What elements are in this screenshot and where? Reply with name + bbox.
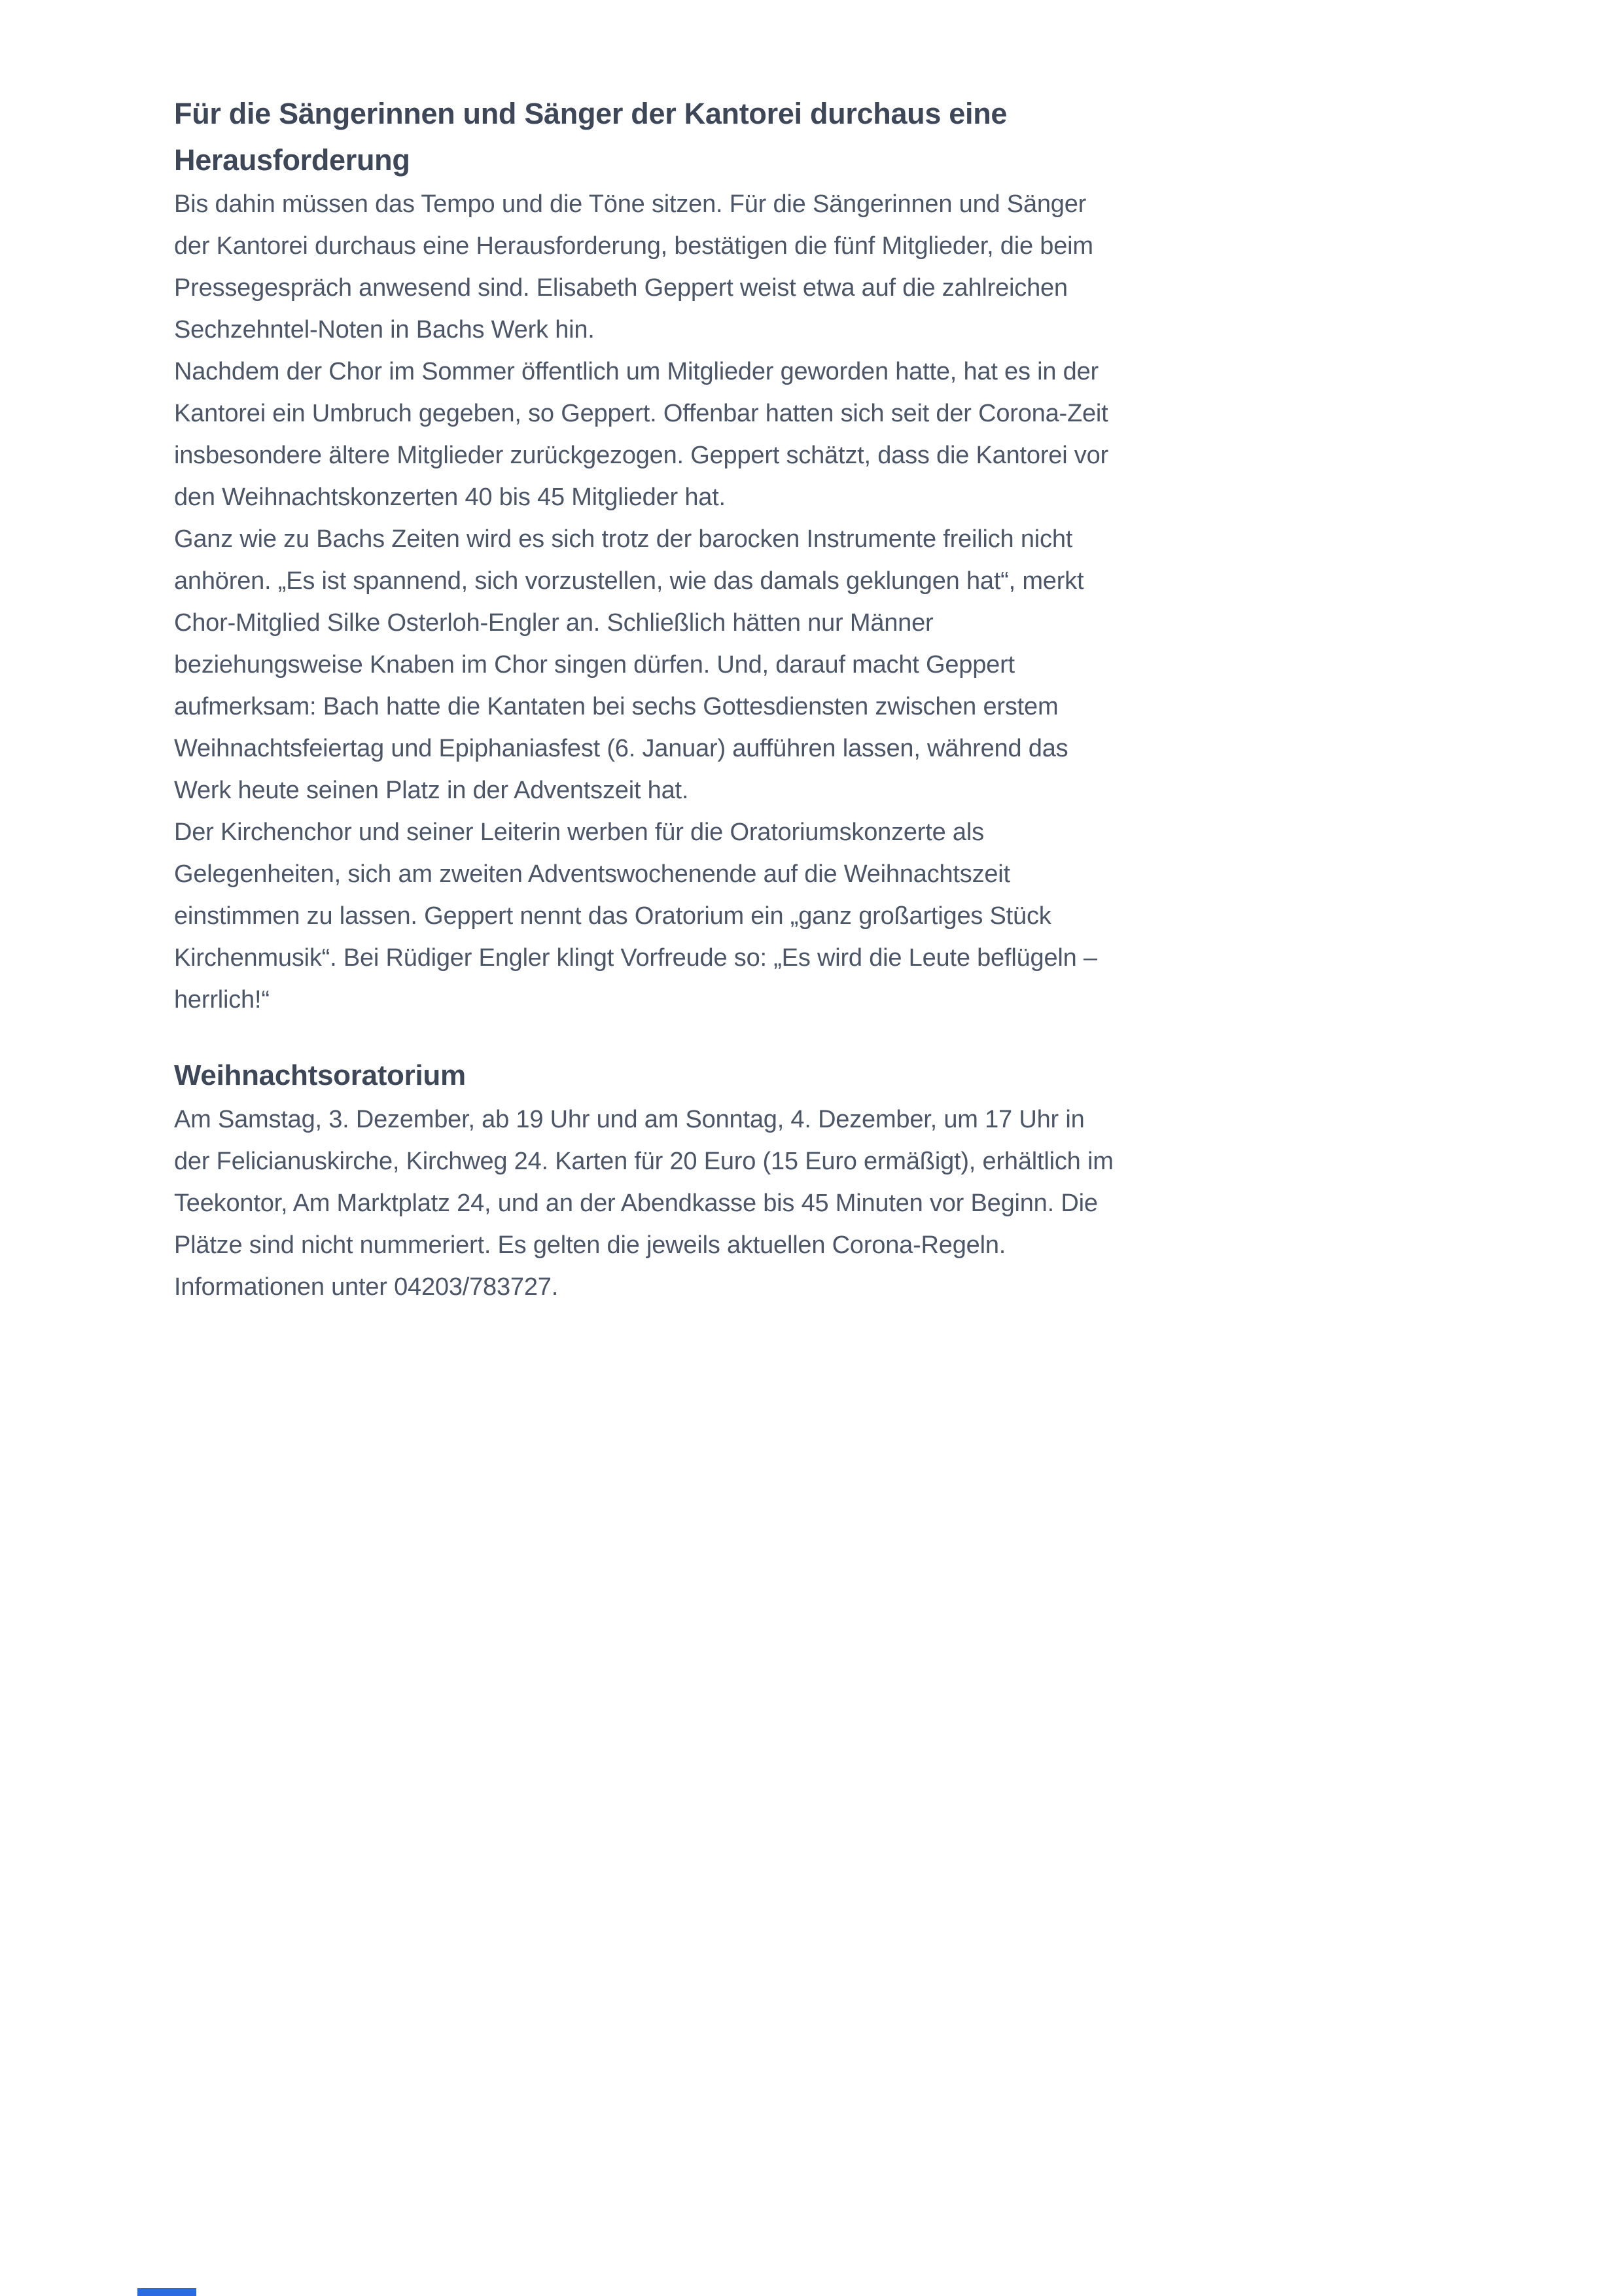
article-paragraph-4: Der Kirchenchor und seiner Leiterin werben für die Oratoriumskonzerte als Gelegenheiten, sich am zweiten Adventswochenende auf die Weihnachtszeit einstimmen zu lassen. Geppert nennt das Oratorium ein „ganz großartiges Stück Kirchenmusik“. Bei Rüdiger Engler klingt Vorfreude so: „Es wird die Leute beflügeln – herrlich!“ [174, 819, 1097, 1014]
section-heading-weihnachtsoratorium: Weihnachtsoratorium [174, 1059, 466, 1091]
article-paragraph-info: Am Samstag, 3. Dezember, ab 19 Uhr und am Sonntag, 4. Dezember, um 17 Uhr in der Felicianuskirche, Kirchweg 24. Karten für 20 Euro (15 Euro ermäßigt), erhältlich im Teekontor, Am Marktplatz 24, und an der Abendkasse bis 45 Minuten vor Beginn. Die Plätze sind nicht nummeriert. Es gelten die jeweils aktuellen Corona-Regeln. Informationen unter 04203/783727. [174, 1106, 1114, 1301]
article-paragraph-2: Nachdem der Chor im Sommer öffentlich um Mitglieder geworden hatte, hat es in der Kantorei ein Umbruch gegeben, so Geppert. Offenbar hatten sich seit der Corona-Zeit insbesondere ältere Mitglieder zurückgezogen. Geppert schätzt, dass die Kantorei vor den Weihnachtskonzerten 40 bis 45 Mitglieder hat. [174, 358, 1108, 511]
cutoff-blue-element[interactable] [137, 2288, 196, 2296]
article-title: Für die Sängerinnen und Sänger der Kantorei durchaus eine Herausforderung [174, 97, 1008, 177]
article-body [174, 90, 1124, 1308]
article-paragraph-3: Ganz wie zu Bachs Zeiten wird es sich trotz der barocken Instrumente freilich nicht anhören. „Es ist spannend, sich vorzustellen, wie das damals geklungen hat“, merkt Chor-Mitglied Silke Osterloh-Engler an. Schließlich hätten nur Männer beziehungsweise Knaben im Chor singen dürfen. Und, darauf macht Geppert aufmerksam: Bach hatte die Kantaten bei sechs Gottesdiensten zwischen erstem Weihnachtsfeiertag und Epiphaniasfest (6. Januar) aufführen lassen, während das Werk heute seinen Platz in der Adventszeit hat. [174, 525, 1084, 804]
article [0, 0, 1125, 1308]
article-paragraph-1: Bis dahin müssen das Tempo und die Töne sitzen. Für die Sängerinnen und Sänger der Kantorei durchaus eine Herausforderung, bestätigen die fünf Mitglieder, die beim Pressegespräch anwesend sind. Elisabeth Geppert weist etwa auf die zahlreichen Sechzehntel-Noten in Bachs Werk hin. [174, 190, 1093, 344]
